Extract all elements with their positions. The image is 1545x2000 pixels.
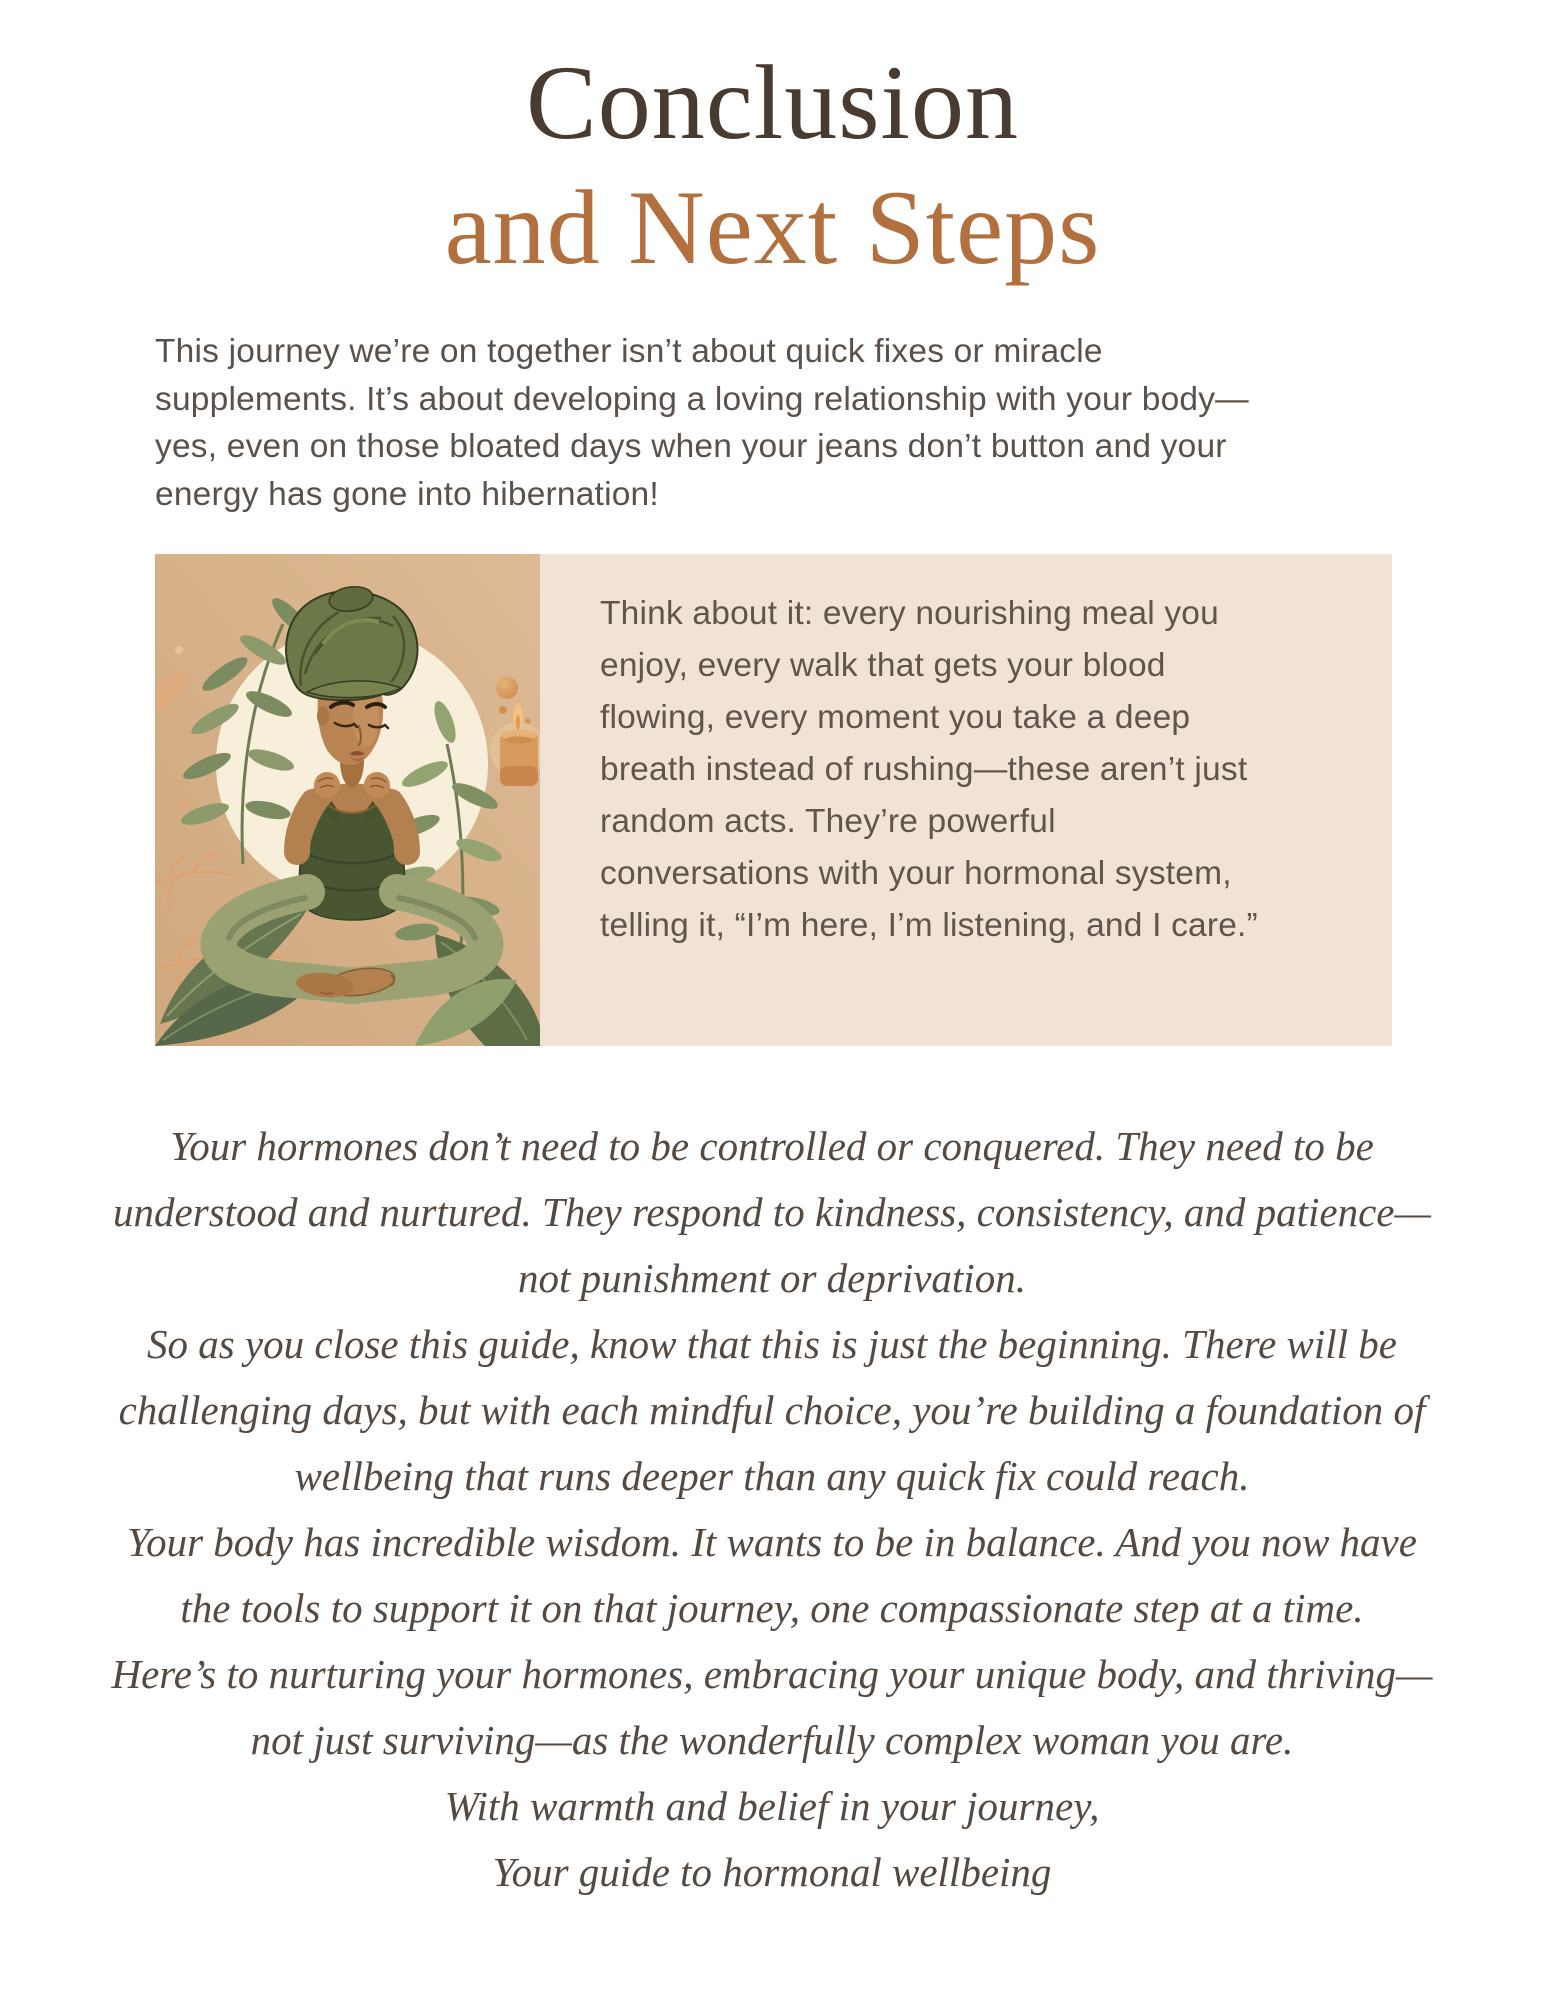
- text-line: not punishment or deprivation.: [518, 1255, 1026, 1301]
- text-line: not just surviving—as the wonderfully complex woman you are.: [250, 1717, 1294, 1763]
- text-line: understood and nurtured. They respond to kindness, consistency, and patience—: [113, 1189, 1431, 1235]
- callout-text: [600, 588, 1346, 952]
- text-line: challenging days, but with each mindful choice, you’re building a foundation of: [118, 1387, 1426, 1433]
- closing-block: [77, 1113, 1467, 1905]
- page-title: [0, 40, 1545, 290]
- text-line: Your guide to hormonal wellbeing: [492, 1849, 1052, 1895]
- text-line: yes, even on those bloated days when your jeans don’t button and your: [155, 428, 1227, 465]
- text-line: flowing, every moment you take a deep: [600, 699, 1191, 736]
- callout-box: [540, 554, 1392, 1046]
- text-line: energy has gone into hibernation!: [155, 475, 659, 513]
- text-line: enjoy, every walk that gets your blood: [600, 647, 1166, 684]
- text-line: random acts. They’re powerful: [600, 803, 1056, 840]
- text-line: Your body has incredible wisdom. It wants to be in balance. And you now have: [127, 1519, 1417, 1565]
- text-line: wellbeing that runs deeper than any quick fix could reach.: [294, 1453, 1250, 1499]
- text-line: supplements. It’s about developing a loving relationship with your body—: [155, 380, 1249, 418]
- text-line: So as you close this guide, know that this is just the beginning. There will be: [146, 1321, 1398, 1367]
- title-line-1: Conclusion: [526, 44, 1019, 161]
- text-line: Here’s to nurturing your hormones, embracing your unique body, and thriving—: [111, 1651, 1433, 1697]
- intro-paragraph: [155, 328, 1360, 518]
- text-line: This journey we’re on together isn’t about quick fixes or miracle: [155, 333, 1103, 370]
- text-line: Your hormones don’t need to be controlled or conquered. They need to be: [170, 1123, 1374, 1169]
- media-row: [155, 554, 1392, 1046]
- text-line: the tools to support it on that journey, one compassionate step at a time.: [180, 1585, 1364, 1631]
- text-line: conversations with your hormonal system,: [600, 855, 1232, 892]
- text-line: telling it, “I’m here, I’m listening, and I care.”: [600, 907, 1258, 944]
- text-line: breath instead of rushing—these aren’t just: [600, 751, 1248, 788]
- text-line: With warmth and belief in your journey,: [444, 1783, 1100, 1829]
- title-line-2: and Next Steps: [444, 169, 1101, 286]
- text-line: Think about it: every nourishing meal you: [600, 595, 1219, 632]
- meditation-illustration: [155, 554, 540, 1046]
